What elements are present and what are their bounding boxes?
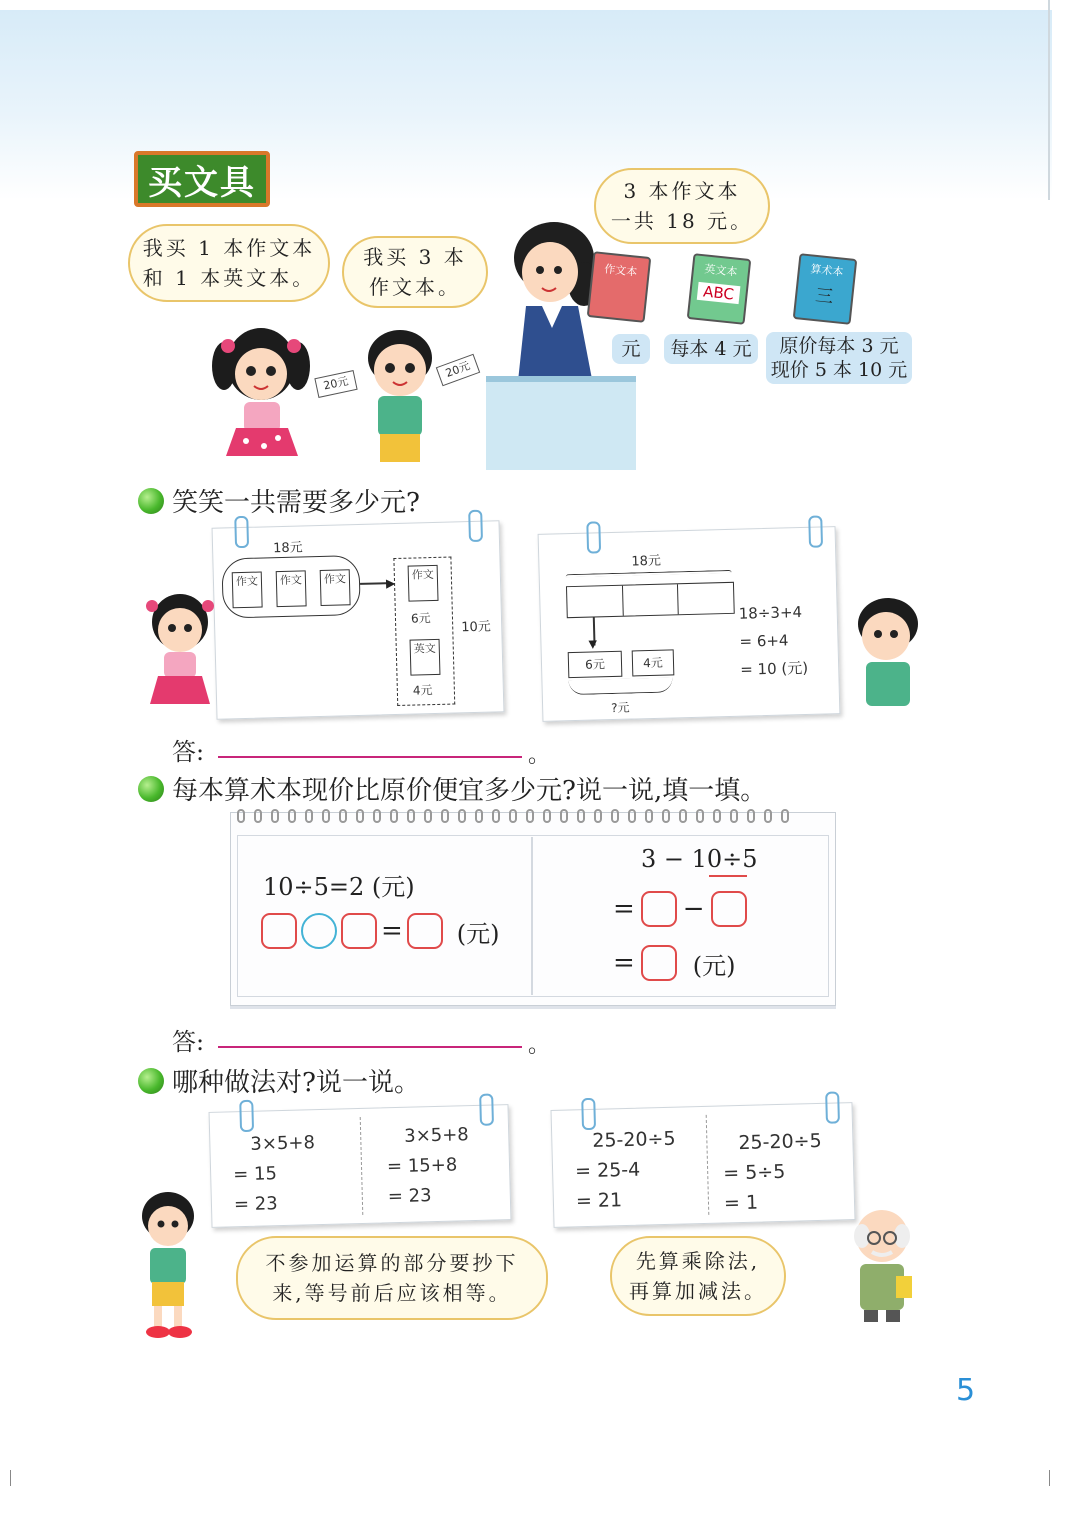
book-art: 三: [814, 285, 835, 308]
blank-box[interactable]: [341, 913, 377, 949]
price-label: 4元: [412, 683, 433, 698]
divider: [706, 1115, 710, 1215]
equation-line: = 10 (元): [739, 658, 809, 679]
page-number: 5: [956, 1373, 976, 1408]
bullet-icon: [138, 1068, 164, 1094]
notebook-panel: [230, 812, 836, 1006]
bubble-line: 3 本作文本: [623, 179, 741, 203]
bubble-line: 和 1 本英文本。: [142, 266, 316, 290]
notebook-box: 作文: [408, 565, 439, 602]
price-line: 现价 5 本 10 元: [770, 359, 908, 381]
work-line: = 23: [387, 1185, 432, 1208]
answer-blank[interactable]: [218, 1046, 522, 1048]
answer-period: 。: [528, 1033, 551, 1058]
question-3: [138, 1062, 420, 1099]
work-line: 25-20÷5: [592, 1127, 676, 1152]
bullet-icon: [138, 776, 164, 802]
answer-period: 。: [528, 743, 551, 768]
book-english: [687, 253, 752, 325]
bracket-bottom: [568, 677, 672, 695]
divider: [360, 1117, 364, 1215]
unknown-label: ?元: [610, 700, 630, 716]
fill-equation-right-1: [613, 891, 747, 927]
paper-clip-icon: [825, 1091, 840, 1123]
equals-sign: =: [613, 894, 635, 924]
question-1: [138, 482, 420, 519]
speech-bubble-grandpa: [610, 1236, 786, 1316]
work-line: = 21: [575, 1189, 623, 1213]
arrow-down-icon: ▼: [588, 637, 598, 651]
paper-clip-icon: [808, 515, 823, 547]
paper-clip-icon: [239, 1100, 254, 1132]
blank-box[interactable]: [407, 913, 443, 949]
work-left: [574, 1124, 678, 1217]
notebook-box: 作文: [320, 569, 351, 606]
unit-label: (元): [692, 951, 736, 980]
price-tag-composition: 元: [612, 334, 650, 364]
bubble-line: 作文本。: [369, 275, 461, 299]
answer-label: 答:: [172, 1028, 205, 1056]
crop-mark: [10, 1470, 11, 1486]
question-text: 每本算术本现价比原价便宜多少元?说一说,填一填。: [172, 776, 767, 806]
equals-sign: =: [381, 916, 403, 946]
book-math: [793, 253, 858, 325]
work-line: = 1: [723, 1191, 759, 1215]
paper-clip-icon: [234, 516, 249, 548]
work-left: [232, 1128, 317, 1220]
price-box: 6元: [568, 651, 623, 678]
notebook-box: 作文: [232, 572, 263, 609]
page-edge: [1048, 0, 1050, 200]
bracket-line: [566, 570, 732, 577]
speech-bubble-boy: [342, 236, 488, 308]
price-tag-math: [766, 332, 912, 384]
book-label: 英文本: [703, 262, 739, 279]
fill-equation-left: [261, 913, 500, 949]
work-line: = 25-4: [574, 1158, 641, 1183]
boy-standing-illustration: [130, 1186, 210, 1342]
work-line: 3×5+8: [250, 1132, 316, 1155]
price-label: 6元: [410, 611, 431, 626]
underline-mark: [709, 875, 747, 877]
bubble-line: 来,等号前后应该相等。: [272, 1281, 512, 1305]
money-bill: 20元: [436, 354, 480, 386]
bubble-line: 我买 3 本: [363, 245, 467, 269]
speech-bubble-girl: [128, 224, 330, 302]
blank-box[interactable]: [711, 891, 747, 927]
paper-clip-icon: [479, 1093, 494, 1125]
section-title: 买文具: [134, 151, 270, 207]
sum-label: 10元: [461, 619, 491, 636]
bubble-line: 再算加减法。: [629, 1279, 767, 1303]
minus-sign: −: [682, 894, 705, 924]
notebook-box: 作文: [276, 570, 307, 607]
bubble-line: 我买 1 本作文本: [142, 236, 316, 260]
work-right: [386, 1120, 471, 1212]
price-tag-english: 每本 4 元: [664, 334, 758, 364]
price-box: 4元: [632, 649, 675, 676]
notebook-box: 英文: [410, 639, 441, 676]
total-label: 18元: [272, 540, 303, 557]
book-composition: [587, 251, 652, 323]
bubble-line: 一共 18 元。: [610, 209, 754, 233]
bubble-line: 先算乘除法,: [635, 1249, 761, 1273]
question-text: 笑笑一共需要多少元?: [172, 488, 420, 518]
paper-clip-icon: [586, 521, 601, 553]
blank-box[interactable]: [641, 945, 677, 981]
total-label: 18元: [631, 553, 662, 570]
answer-blank[interactable]: [218, 756, 522, 758]
money-bill: 20元: [314, 370, 357, 398]
bar-model: [566, 582, 735, 618]
handwritten-equation: [738, 598, 808, 684]
bubble-line: 不参加运算的部分要抄下: [265, 1251, 519, 1275]
work-line: = 15: [232, 1163, 278, 1186]
work-right: [722, 1126, 824, 1219]
work-line: 3×5+8: [403, 1124, 470, 1147]
compare-card-2: [551, 1102, 856, 1228]
question-2: [138, 770, 766, 807]
equation-line: = 6+4: [739, 631, 789, 651]
given-equation: 10÷5=2 (元): [263, 873, 415, 901]
bullet-icon: [138, 488, 164, 514]
blank-operator[interactable]: [301, 913, 337, 949]
speech-bubble-boy-tip: [236, 1236, 548, 1320]
boy-illustration: [350, 318, 460, 468]
crop-mark: [1049, 1470, 1050, 1486]
blank-box[interactable]: [261, 913, 297, 949]
compare-card-1: [209, 1104, 512, 1228]
work-line: = 5÷5: [722, 1160, 786, 1185]
spiral-rings: [231, 809, 841, 827]
expression: 3 − 10÷5: [641, 845, 758, 873]
book-label: 作文本: [603, 262, 638, 279]
divider: [531, 837, 533, 995]
answer-label: 答:: [172, 738, 205, 766]
book-art: ABC: [697, 282, 741, 304]
method-card-left: [212, 520, 505, 719]
question-text: 哪种做法对?说一说。: [172, 1068, 420, 1098]
boy-pointing-illustration: [834, 590, 934, 726]
arrow-head-icon: ▶: [385, 576, 396, 591]
equation-line: 18÷3+4: [738, 603, 803, 623]
book-label: 算术本: [809, 262, 845, 279]
blank-box[interactable]: [641, 891, 677, 927]
work-line: = 15+8: [386, 1154, 458, 1178]
method-card-right: [538, 526, 841, 722]
paper-clip-icon: [468, 510, 483, 542]
unit-label: (元): [456, 919, 500, 948]
girl-pointing-illustration: [134, 586, 230, 712]
grandpa-illustration: [836, 1202, 926, 1328]
fill-equation-right-2: [613, 945, 736, 981]
price-line: 原价每本 3 元: [779, 335, 899, 357]
equals-sign: =: [613, 948, 635, 978]
work-line: = 23: [233, 1193, 278, 1216]
work-line: 25-20÷5: [738, 1129, 822, 1155]
